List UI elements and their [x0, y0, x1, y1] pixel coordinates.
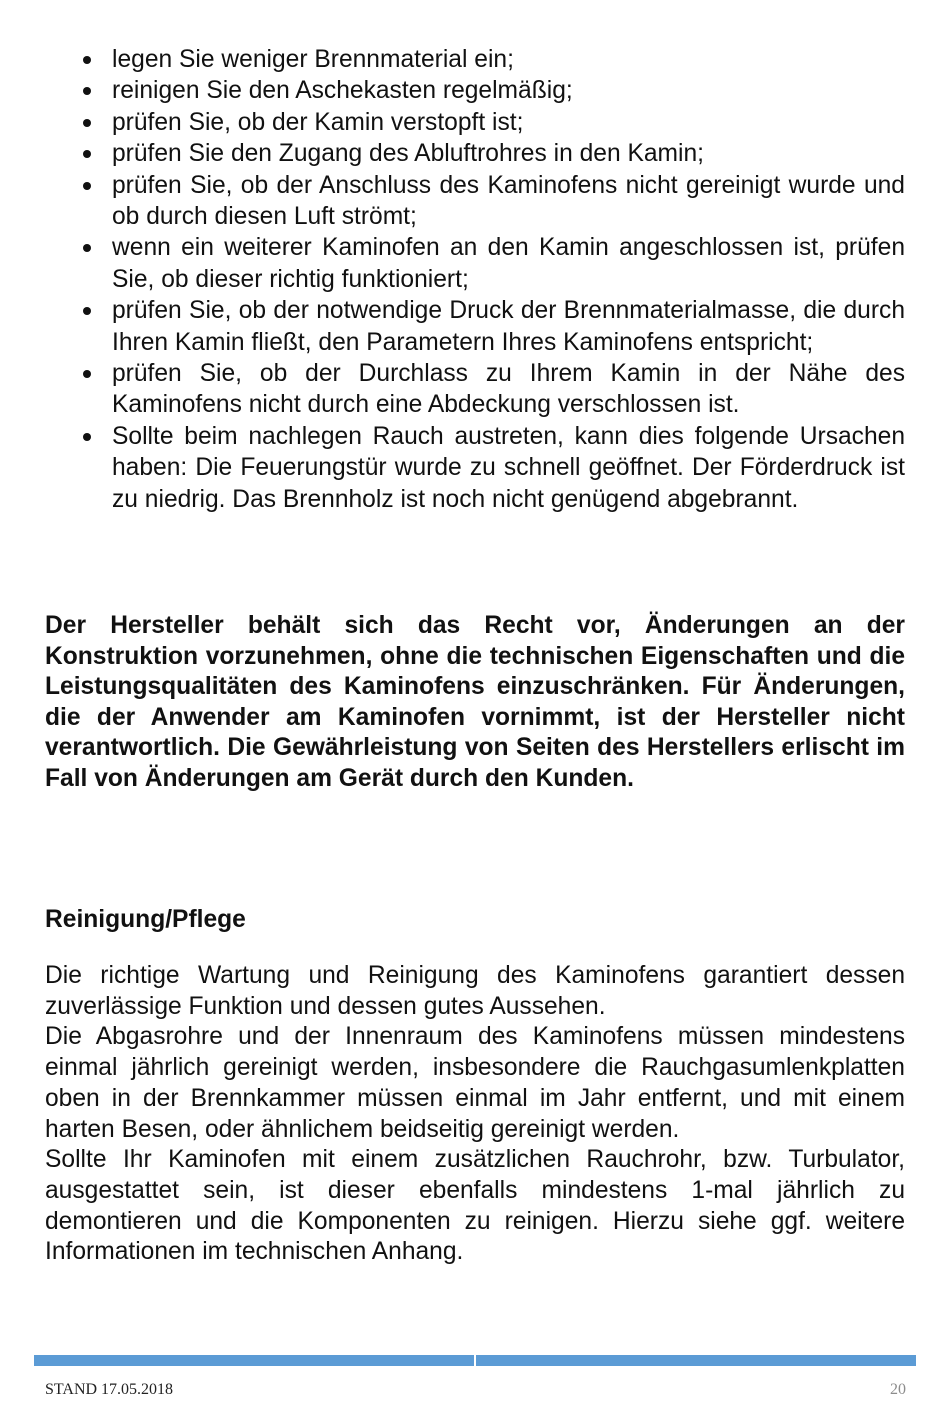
list-item: [80, 44, 905, 75]
bullet-icon: [83, 119, 91, 127]
section-heading: Reinigung/Pflege: [45, 906, 246, 933]
list-item-text: prüfen Sie, ob der Kamin verstopft ist;: [112, 108, 524, 136]
list-item: [80, 170, 905, 233]
troubleshooting-list: [80, 44, 905, 515]
bullet-icon: [83, 150, 91, 158]
list-item: [80, 295, 905, 358]
footer-stand-date: STAND 17.05.2018: [45, 1381, 174, 1398]
section-body: [45, 961, 905, 1268]
list-item: [80, 107, 905, 138]
bullet-icon: [83, 307, 91, 315]
manufacturer-notice: Der Hersteller behält sich das Recht vor, Änderungen an der Konstruktion vorzunehmen, ohne die technischen Eigenschaften und die Leistungsqualitäten des Kaminofens einzuschränken. Für Änderungen, die der Anwender am Kaminofen vornimmt, ist der Hersteller nicht verantwortlich. Die Gewährleistung von Seiten des Herstellers erlischt im Fall von Änderungen am Gerät durch den Kunden.: [45, 612, 905, 792]
list-item-text: Sollte beim nachlegen Rauch austreten, kann dies folgende Ursachen haben: Die Feuerungstür wurde zu schnell geöffnet. Der Förderdruck ist zu niedrig. Das Brennholz ist noch nicht genügend abgebrannt.: [112, 422, 905, 513]
footer-divider-right: [476, 1355, 916, 1366]
bullet-icon: [83, 370, 91, 378]
list-item: [80, 138, 905, 169]
footer-divider: [34, 1355, 916, 1366]
list-item-text: prüfen Sie, ob der Durchlass zu Ihrem Kamin in der Nähe des Kaminofens nicht durch eine Abdeckung verschlossen ist.: [112, 360, 905, 419]
list-item-text: legen Sie weniger Brennmaterial ein;: [112, 46, 514, 73]
page-number: 20: [890, 1381, 906, 1398]
list-item-text: prüfen Sie, ob der notwendige Druck der Brennmaterialmasse, die durch Ihren Kamin fließt, den Parametern Ihres Kaminofens entspricht;: [112, 297, 905, 356]
list-item-text: prüfen Sie den Zugang des Abluftrohres in den Kamin;: [112, 140, 705, 168]
list-item: [80, 421, 905, 515]
list-item: [80, 75, 905, 106]
list-item-text: wenn ein weiterer Kaminofen an den Kamin angeschlossen ist, prüfen Sie, ob dieser richtig funktioniert;: [112, 234, 905, 293]
paragraph: Die richtige Wartung und Reinigung des Kaminofens garantiert dessen zuverlässige Funktion und dessen gutes Aussehen.: [45, 962, 905, 1020]
list-item-text: reinigen Sie den Aschekasten regelmäßig;: [112, 77, 573, 105]
list-item: [80, 358, 905, 421]
bullet-icon: [83, 433, 91, 441]
bullet-icon: [83, 56, 91, 64]
list-item: [80, 232, 905, 295]
bullet-icon: [83, 87, 91, 95]
bullet-icon: [83, 182, 91, 190]
paragraph: Sollte Ihr Kaminofen mit einem zusätzlichen Rauchrohr, bzw. Turbulator, ausgestattet sein, ist dieser ebenfalls mindestens 1-mal jährlich zu demontieren und die Komponenten zu reinigen. Hierzu siehe ggf. weitere Informationen im technischen Anhang.: [45, 1146, 905, 1266]
paragraph: Die Abgasrohre und der Innenraum des Kaminofens müssen mindestens einmal jährlich gereinigt werden, insbesondere die Rauchgasumlenkplatten oben in der Brennkammer müssen einmal im Jahr entfernt, und mit einem harten Besen, oder ähnlichem beidseitig gereinigt werden.: [45, 1023, 905, 1143]
list-item-text: prüfen Sie, ob der Anschluss des Kaminofens nicht gereinigt wurde und ob durch diesen Luft strömt;: [112, 171, 905, 231]
bullet-icon: [83, 244, 91, 252]
footer-divider-left: [34, 1355, 474, 1366]
